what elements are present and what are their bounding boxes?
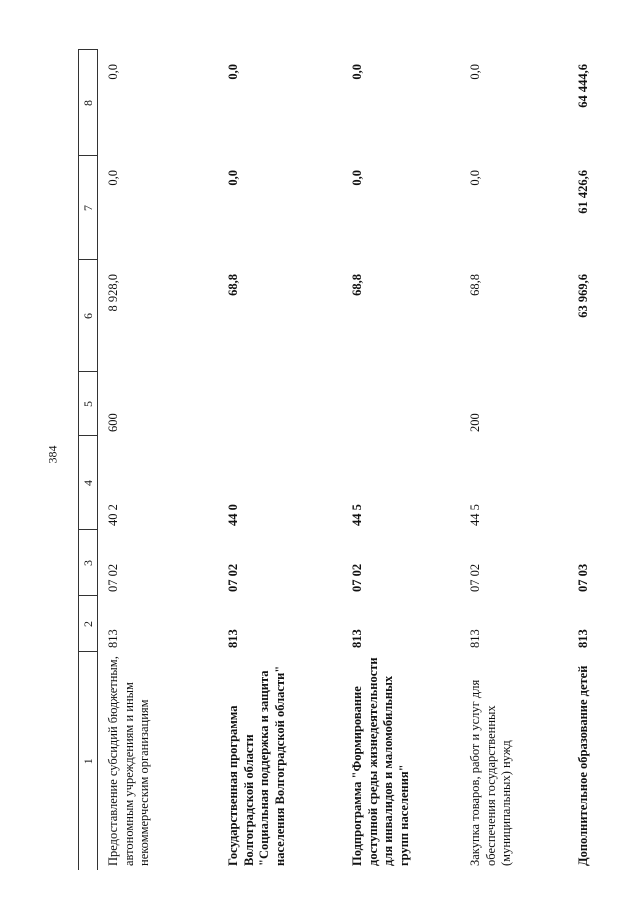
cell-section: 07 02 bbox=[226, 563, 240, 592]
cell-target bbox=[568, 436, 608, 530]
header-cell: 8 bbox=[79, 50, 98, 156]
cell-code: 813 bbox=[226, 629, 240, 648]
cell-amount-2: 0,0 bbox=[106, 170, 120, 186]
cell-amount-1: 68,8 bbox=[468, 274, 482, 296]
cell-amount-2: 0,0 bbox=[468, 170, 482, 186]
cell-section: 07 02 bbox=[350, 563, 364, 592]
table-row bbox=[98, 50, 219, 870]
cell-amount-1: 8 928,0 bbox=[106, 274, 120, 312]
cell-target: 44 0 bbox=[226, 504, 240, 526]
table-row bbox=[460, 50, 568, 870]
page-number: 384 bbox=[45, 445, 60, 464]
row-name: Подпрограмма "Формирование доступной среды жизнедеятельности для инвалидов и маломобильных групп населения" bbox=[350, 657, 411, 866]
header-cell: 6 bbox=[79, 260, 98, 372]
cell-amount-3: 0,0 bbox=[350, 64, 364, 80]
header-cell: 7 bbox=[79, 156, 98, 260]
cell-type: 600 bbox=[106, 413, 120, 432]
cell-section: 07 02 bbox=[106, 563, 120, 592]
cell-amount-2: 0,0 bbox=[226, 170, 240, 186]
cell-amount-1: 68,8 bbox=[350, 274, 364, 296]
cell-code: 813 bbox=[576, 629, 590, 648]
row-name: Дополнительное образование детей bbox=[576, 665, 590, 866]
budget-table bbox=[78, 50, 608, 871]
header-cell: 2 bbox=[79, 596, 98, 652]
cell-section: 07 02 bbox=[468, 563, 482, 592]
cell-amount-3: 0,0 bbox=[226, 64, 240, 80]
cell-code: 813 bbox=[468, 629, 482, 648]
header-cell: 1 bbox=[79, 652, 98, 870]
cell-section: 07 03 bbox=[576, 563, 590, 592]
table-row bbox=[218, 50, 342, 870]
cell-amount-3: 0,0 bbox=[468, 64, 482, 80]
cell-type: 200 bbox=[468, 413, 482, 432]
cell-amount-1: 63 969,6 bbox=[576, 274, 590, 318]
header-cell: 4 bbox=[79, 436, 98, 530]
cell-type bbox=[568, 372, 608, 436]
cell-amount-2: 61 426,6 bbox=[576, 170, 590, 214]
cell-code: 813 bbox=[350, 629, 364, 648]
cell-target: 40 2 bbox=[106, 504, 120, 526]
cell-target: 44 5 bbox=[468, 504, 482, 526]
header-row bbox=[79, 50, 98, 870]
row-name: Государственная программа Волгоградской области "Социальная поддержка и защита населения Волгоградской области" bbox=[226, 665, 287, 866]
cell-code: 813 bbox=[106, 629, 120, 648]
cell-amount-3: 64 444,6 bbox=[576, 64, 590, 108]
rotated-table-container bbox=[78, 50, 618, 870]
cell-type bbox=[218, 372, 342, 436]
table-row bbox=[568, 50, 608, 870]
cell-amount-1: 68,8 bbox=[226, 274, 240, 296]
table-row bbox=[342, 50, 460, 870]
row-name: Закупка товаров, работ и услуг для обеспечения государственных (муниципальных) нужд bbox=[468, 679, 514, 866]
cell-target: 44 5 bbox=[350, 504, 364, 526]
header-cell: 5 bbox=[79, 372, 98, 436]
cell-type bbox=[342, 372, 460, 436]
cell-amount-3: 0,0 bbox=[106, 64, 120, 80]
row-name: Предоставление субсидий бюджетным, автономным учреждениям и иным некоммерческим организациям bbox=[106, 656, 152, 866]
cell-amount-2: 0,0 bbox=[350, 170, 364, 186]
header-cell: 3 bbox=[79, 530, 98, 596]
